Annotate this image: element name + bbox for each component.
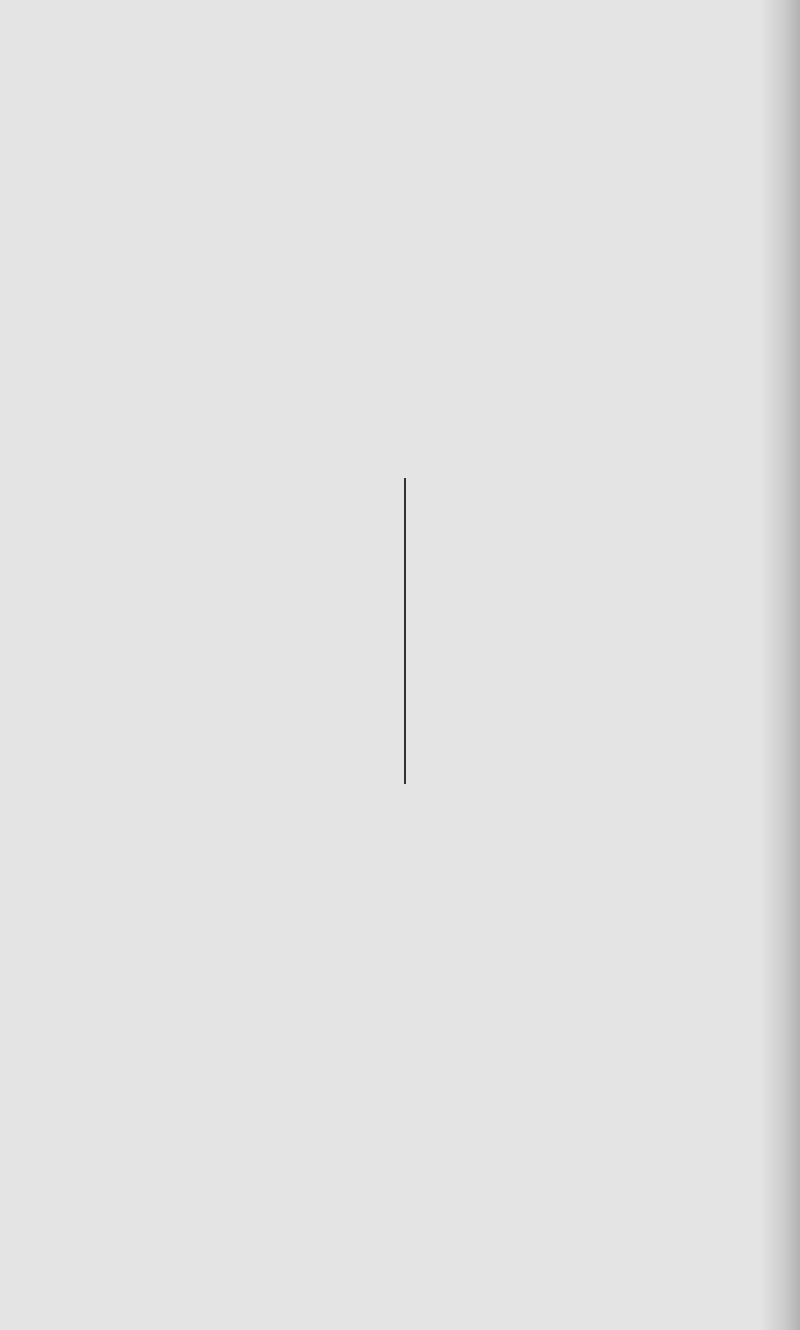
section-title: [0, 186, 800, 210]
table-divider: [404, 478, 406, 784]
hearing-tables: [60, 478, 760, 788]
